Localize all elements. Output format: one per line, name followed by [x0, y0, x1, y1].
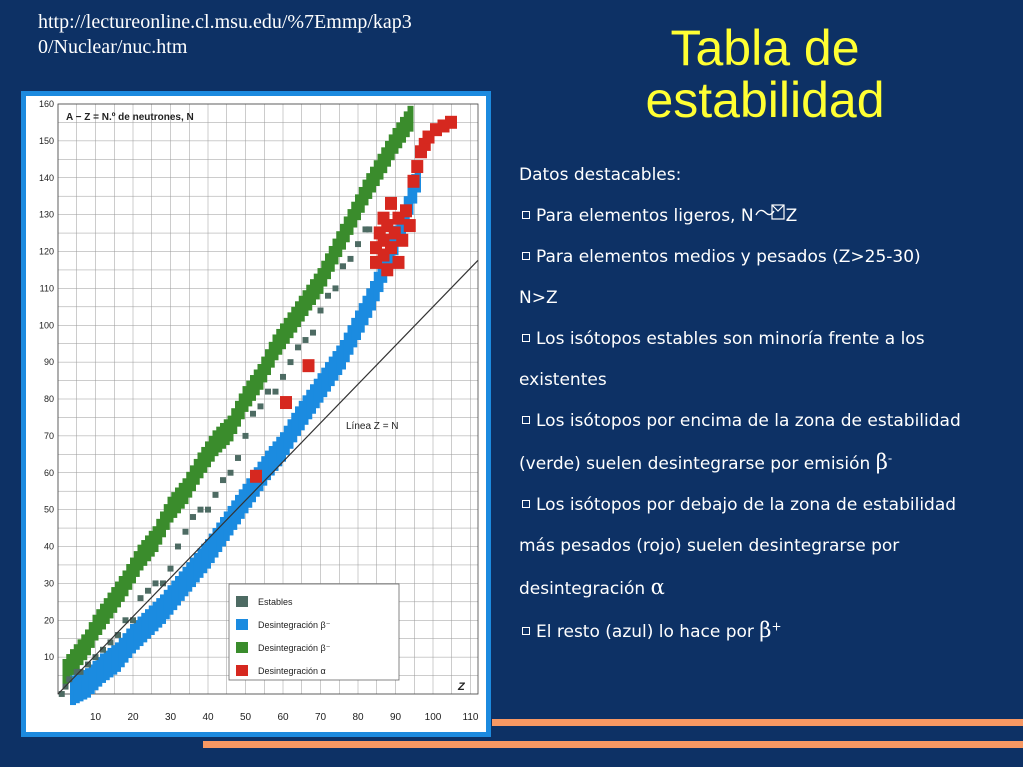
- stable-point: [153, 580, 159, 586]
- y-tick-label: 140: [38, 172, 54, 183]
- stable-point: [258, 403, 264, 409]
- alpha-point: [385, 197, 397, 210]
- stable-point: [250, 411, 256, 417]
- legend-label: Desintegración α: [258, 666, 326, 676]
- bullet-stable-minority: [519, 319, 1014, 360]
- alpha-point: [393, 256, 405, 269]
- y-axis-label: A − Z = N.º de neutrones, N: [66, 112, 194, 123]
- bullet-text-tail: Z: [785, 206, 798, 226]
- bullet-marker: [522, 252, 530, 260]
- alpha-point: [400, 204, 412, 217]
- stable-point: [205, 507, 211, 513]
- y-tick-label: 10: [43, 652, 54, 663]
- x-tick-label: 110: [462, 712, 479, 723]
- y-tick-label: 30: [43, 578, 54, 589]
- notes-heading: Datos destacables:: [519, 165, 682, 185]
- x-tick-label: 30: [164, 712, 177, 723]
- stable-point: [183, 529, 189, 535]
- stable-point: [325, 293, 331, 299]
- stable-point: [138, 595, 144, 601]
- y-tick-label: 70: [43, 430, 54, 441]
- legend-swatch: [236, 642, 248, 653]
- legend-swatch: [236, 665, 248, 676]
- decor-stripe-top: [492, 719, 1023, 726]
- y-tick-label: 60: [43, 467, 54, 478]
- bullet-marker: [522, 211, 530, 219]
- y-tick-label: 130: [38, 209, 54, 220]
- x-tick-label: 10: [89, 712, 102, 723]
- bullet-text: El resto (azul) lo hace por: [536, 622, 754, 642]
- bullet-text: Para elementos medios y pesados (Z>25-30): [536, 247, 921, 267]
- bullet-below-zone-cont: más pesados (rojo) suelen desintegrarse por: [519, 536, 900, 556]
- chart-legend: [229, 584, 399, 680]
- bullet-text: Para elementos ligeros, N: [536, 206, 754, 226]
- stable-point: [355, 241, 361, 247]
- beta-symbol: β: [875, 450, 888, 474]
- bullet-above-zone: [519, 401, 1014, 442]
- legend-swatch: [236, 619, 248, 630]
- bullet-text: Los isótopos estables son minoría frente a los: [536, 329, 925, 349]
- alpha-point: [303, 359, 315, 372]
- bullet-marker: [522, 500, 530, 508]
- y-tick-label: 90: [43, 357, 54, 368]
- bullet-light-elements: [519, 196, 1014, 237]
- alpha-point: [404, 219, 416, 232]
- y-tick-label: 150: [38, 135, 54, 146]
- bullet-stable-minority-cont: existentes: [519, 370, 607, 390]
- x-tick-label: 100: [424, 712, 442, 723]
- x-tick-label: 60: [277, 712, 289, 723]
- y-tick-label: 80: [43, 394, 54, 404]
- stable-point: [175, 544, 181, 550]
- stability-chart: [26, 96, 486, 732]
- stable-point: [348, 256, 354, 262]
- bullet-marker: [522, 627, 530, 635]
- legend-label: Desintegración β⁻: [258, 643, 331, 653]
- bullet-below-zone-cont2: [519, 567, 1014, 610]
- stable-point: [198, 507, 204, 513]
- stable-point: [288, 359, 294, 365]
- stable-point: [366, 226, 372, 232]
- alpha-symbol: α: [650, 575, 665, 599]
- alpha-point: [250, 470, 262, 483]
- alpha-point: [396, 234, 408, 247]
- stable-point: [333, 285, 339, 291]
- slide-title: [600, 22, 930, 126]
- stable-point: [243, 433, 249, 439]
- x-tick-label: 20: [127, 712, 139, 723]
- y-tick-label: 20: [43, 615, 54, 626]
- alpha-point: [385, 241, 397, 254]
- stable-point: [295, 344, 301, 350]
- stable-point: [310, 330, 316, 336]
- stable-point: [220, 477, 226, 483]
- legend-label: Desintegración β⁻: [258, 620, 331, 630]
- beta-sup: -: [887, 451, 893, 466]
- x-tick-label: 80: [352, 712, 364, 723]
- alpha-point: [408, 175, 420, 188]
- y-tick-label: 40: [43, 541, 54, 552]
- bullet-text: (verde) suelen desintegrarse por emisión: [519, 454, 871, 474]
- stable-point: [228, 470, 234, 476]
- bullet-heavy-elements-cont: N>Z: [519, 288, 558, 308]
- alpha-point: [411, 160, 423, 173]
- alpha-point: [445, 116, 457, 129]
- source-url-line2: 0/Nuclear/nuc.htm: [38, 36, 188, 58]
- stable-point: [145, 588, 151, 594]
- stable-point: [273, 389, 279, 395]
- y-tick-label: 50: [43, 504, 54, 515]
- bullet-above-zone-cont: [519, 442, 1014, 485]
- bullet-text: Los isótopos por debajo de la zona de estabilidad: [536, 495, 957, 515]
- y-tick-label: 100: [38, 320, 54, 331]
- source-url-line1: http://lectureonline.cl.msu.edu/%7Emmp/kap3: [38, 11, 412, 33]
- x-tick-label: 50: [239, 712, 252, 723]
- x-axis-label: Z: [458, 681, 465, 693]
- reference-line-label: Línea Z = N: [346, 421, 399, 432]
- source-url: [38, 10, 538, 60]
- stable-point: [280, 374, 286, 380]
- legend-swatch: [236, 596, 248, 607]
- stable-point: [340, 263, 346, 269]
- stable-point: [78, 669, 84, 675]
- beta-sup: +: [771, 619, 782, 634]
- stable-point: [168, 566, 174, 572]
- stable-point: [265, 389, 271, 395]
- bullet-heavy-elements: [519, 237, 1014, 278]
- decor-stripe-bottom: [203, 741, 1023, 748]
- bullet-text: Los isótopos por encima de la zona de estabilidad: [536, 411, 961, 431]
- notes-panel: [519, 155, 1014, 653]
- bullet-marker: [522, 416, 530, 424]
- bullet-text: desintegración: [519, 579, 646, 599]
- x-tick-label: 40: [202, 712, 214, 723]
- stable-point: [303, 337, 309, 343]
- approx-symbol-icon: [754, 198, 786, 218]
- slide-title-line1: Tabla de: [670, 20, 860, 76]
- slide-title-line2: estabilidad: [645, 72, 885, 128]
- x-tick-label: 70: [314, 712, 327, 723]
- legend-label: Estables: [258, 597, 293, 607]
- bullet-below-zone: [519, 485, 1014, 526]
- bullet-rest-blue: [519, 610, 1014, 653]
- stability-chart-frame: [21, 91, 491, 737]
- x-tick-label: 90: [389, 712, 402, 723]
- beta-symbol: β: [759, 618, 772, 642]
- stable-point: [213, 492, 219, 498]
- y-tick-label: 120: [38, 246, 54, 257]
- y-tick-label: 110: [39, 283, 54, 294]
- alpha-point: [381, 263, 393, 276]
- y-tick-label: 160: [38, 99, 54, 109]
- stable-point: [318, 308, 324, 314]
- alpha-point: [280, 396, 292, 409]
- bullet-marker: [522, 334, 530, 342]
- stable-point: [235, 455, 241, 461]
- stable-point: [66, 676, 72, 682]
- band-cell: [408, 106, 414, 132]
- stable-point: [190, 514, 196, 520]
